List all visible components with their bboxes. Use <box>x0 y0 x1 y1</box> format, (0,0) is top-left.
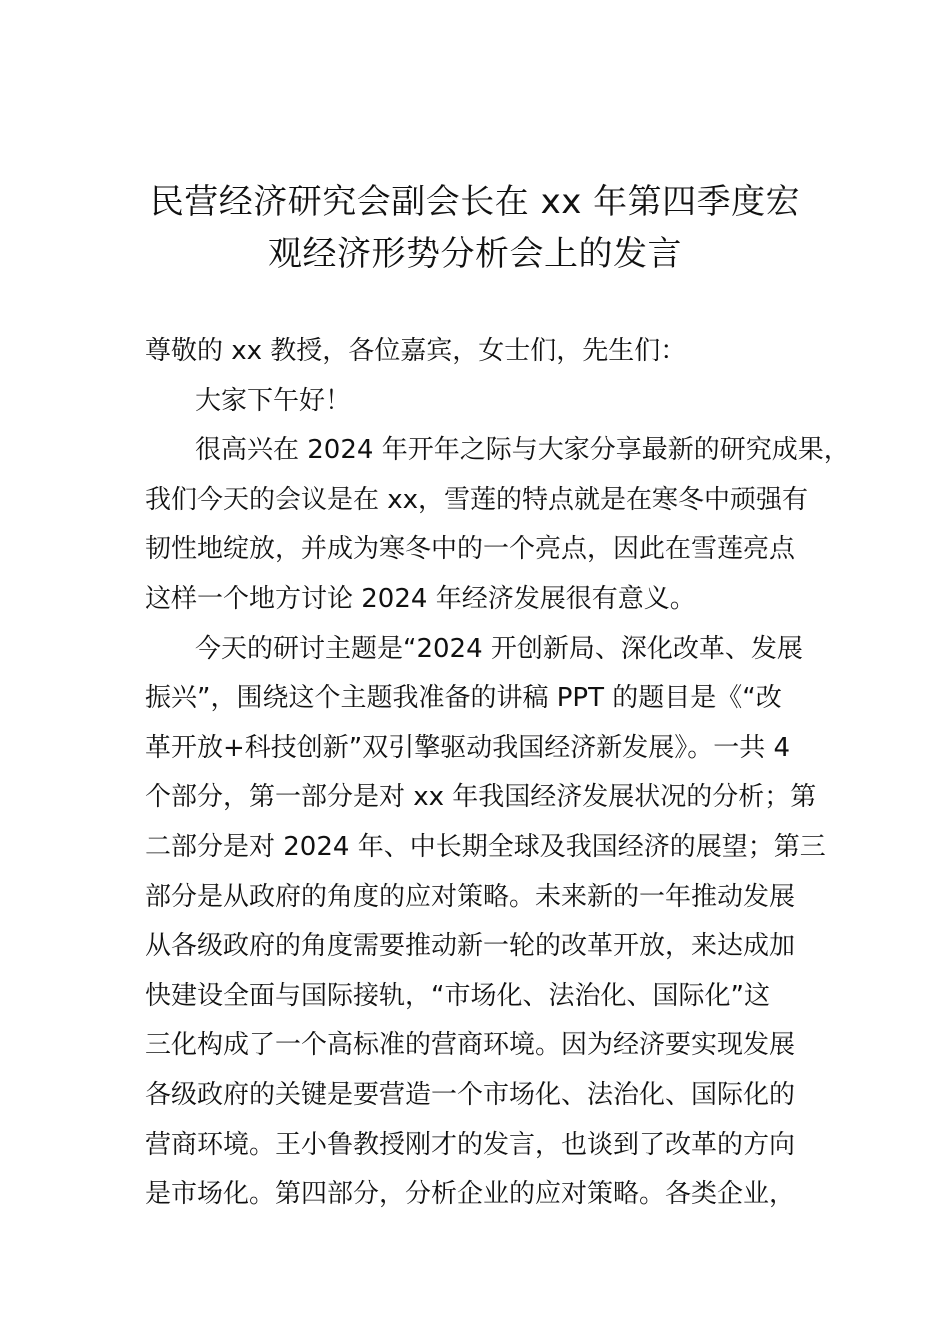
paragraph-line: 部分是从政府的角度的应对策略。未来新的一年推动发展 <box>145 881 796 912</box>
paragraph-2 <box>145 625 825 1220</box>
greeting: 大家下午好！ <box>195 385 352 416</box>
title-line: 观经济形势分析会上的发言 <box>268 234 682 274</box>
paragraph-line: 这样一个地方讨论 2024 年经济发展很有意义。 <box>145 583 696 614</box>
paragraph-line: 从各级政府的角度需要推动新一轮的改革开放，来达成加 <box>145 931 796 962</box>
document-title <box>120 176 830 280</box>
document-body <box>145 327 850 1220</box>
paragraph-line: 韧性地绽放，并成为寒冬中的一个亮点，因此在雪莲亮点 <box>145 534 796 565</box>
paragraph-line: 各级政府的关键是要营造一个市场化、法治化、国际化的 <box>145 1079 796 1110</box>
paragraph-line: 振兴”，围绕这个主题我准备的讲稿 PPT 的题目是《“改 <box>145 683 782 714</box>
paragraph-1 <box>145 426 850 624</box>
paragraph-line: 革开放+科技创新”双引擎驱动我国经济新发展》。一共 4 <box>145 732 791 763</box>
paragraph-line: 营商环境。王小鲁教授刚才的发言，也谈到了改革的方向 <box>145 1129 796 1160</box>
title-line: 民营经济研究会副会长在 xx 年第四季度宏 <box>149 182 801 222</box>
paragraph-line: 二部分是对 2024 年、中长期全球及我国经济的展望；第三 <box>145 831 826 862</box>
paragraph-line: 很高兴在 2024 年开年之际与大家分享最新的研究成果， <box>195 435 850 466</box>
salutation: 尊敬的 xx 教授，各位嘉宾，女士们，先生们： <box>145 336 687 366</box>
paragraph-line: 我们今天的会议是在 xx，雪莲的特点就是在寒冬中顽强有 <box>145 484 809 515</box>
paragraph-line: 三化构成了一个高标准的营商环境。因为经济要实现发展 <box>145 1030 796 1061</box>
paragraph-line: 是市场化。第四部分，分析企业的应对策略。各类企业， <box>145 1179 796 1210</box>
paragraph-line: 快建设全面与国际接轨，“市场化、法治化、国际化”这 <box>145 980 770 1011</box>
paragraph-line: 个部分，第一部分是对 xx 年我国经济发展状况的分析；第 <box>145 782 817 813</box>
paragraph-line: 今天的研讨主题是“2024 开创新局、深化改革、发展 <box>195 633 803 664</box>
